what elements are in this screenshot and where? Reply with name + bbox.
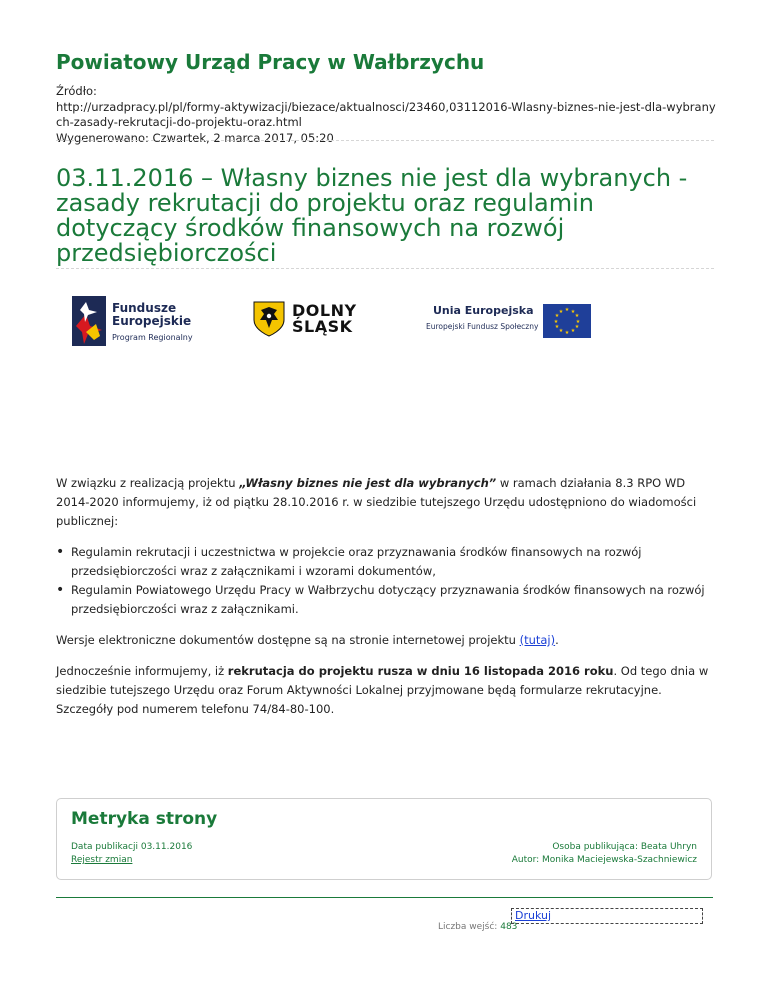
svg-text:★: ★ [554, 324, 560, 330]
source-label: Źródło: [56, 84, 97, 98]
publisher: Osoba publikująca: Beata Uhryn [552, 842, 697, 852]
visit-counter: Liczba wejść: 483 [438, 922, 518, 932]
list-item: • Regulamin Powiatowego Urzędu Pracy w Wałbrzychu dotyczący przyznawania środków finansowych na rozwój przedsiębiorczości wraz z załącznikami. [64, 581, 716, 619]
separator [56, 140, 714, 141]
recruitment-paragraph: Jednocześnie informujemy, iż rekrutacja do projektu rusza w dniu 16 listopada 2016 roku. Od tego dnia w siedzibie tutejszego Urzędu oraz Forum Aktywności Lokalnej przyjmowane będą formularze rekrutacyjne. Szczegóły pod numerem telefonu 74/84-80-100. [56, 664, 709, 716]
publication-date: Data publikacji 03.11.2016 [71, 842, 193, 852]
author: Autor: Monika Maciejewska-Szachniewicz [511, 855, 697, 865]
visit-count: 483 [500, 922, 518, 932]
svg-text:★: ★ [558, 328, 564, 334]
svg-text:★: ★ [575, 319, 581, 325]
intro-paragraph: W związku z realizacją projektu „Własny biznes nie jest dla wybranych” w ramach działania 8.3 RPO WD 2014-2020 informujemy, iż od piątku 28.10.2016 r. w siedzibie tutejszego Urzędu udostępniono do wiadomości publicznej: [56, 476, 697, 528]
page-metrics-box [56, 798, 712, 880]
logos-bar [56, 290, 716, 360]
svg-text:★: ★ [558, 309, 564, 315]
svg-text:★: ★ [564, 307, 570, 313]
list-item: • Regulamin rekrutacji i uczestnictwa w projekcie oraz przyznawania środków finansowych na rozwój przedsiębiorczości wraz z załącznikami i wzorami dokumentów, [64, 543, 716, 581]
page-meta [56, 84, 716, 146]
generated-date: Wygenerowano: Czwartek, 2 marca 2017, 05:20 [56, 130, 334, 145]
fe-line1: Fundusze [112, 301, 177, 315]
fe-flag-icon [72, 296, 106, 346]
svg-text:★: ★ [554, 313, 560, 319]
article-title: 03.11.2016 – Własny biznes nie jest dla wybranych - zasady rekrutacji do projektu oraz regulamin dotyczący środków finansowych na rozwój przedsiębiorczości [56, 164, 688, 268]
separator [56, 268, 714, 269]
dolny-slask-crest-icon [252, 300, 286, 338]
dolny-slask-logo [252, 300, 372, 344]
svg-text:★: ★ [574, 313, 580, 319]
svg-text:★: ★ [553, 319, 559, 325]
article-body [56, 474, 716, 731]
metrics-left [71, 841, 192, 867]
svg-text:★: ★ [570, 328, 576, 334]
change-log-link[interactable]: Rejestr zmian [71, 855, 133, 865]
recruitment-date: rekrutacja do projektu rusza w dniu 16 listopada 2016 roku [227, 664, 614, 678]
unia-europejska-logo [426, 300, 596, 340]
versions-paragraph: Wersje elektroniczne dokumentów dostępne są na stronie internetowej projektu (tutaj). [56, 633, 559, 647]
project-name: „Własny biznes nie jest dla wybranych” [239, 476, 497, 490]
svg-text:★: ★ [564, 330, 570, 336]
svg-text:★: ★ [574, 324, 580, 330]
fe-line2: Europejskie [112, 314, 192, 328]
project-link[interactable]: (tutaj) [519, 633, 556, 647]
source-url: http://urzadpracy.pl/pl/formy-aktywizacji/biezace/aktualnosci/23460,03112016-Wlasny-biznes-nie-jest-dla-wybranych-zasady-rekrutacji-do-projektu-oraz.html [56, 99, 716, 129]
ue-title: Unia Europejska [433, 304, 534, 317]
print-button[interactable]: Drukuj [511, 908, 703, 924]
documents-list [56, 543, 716, 619]
ds-line2: ŚLĄSK [292, 317, 353, 336]
fe-sub: Program Regionalny [112, 333, 193, 342]
footer-rule [56, 897, 713, 898]
eu-flag-icon [543, 304, 591, 338]
svg-text:★: ★ [570, 309, 576, 315]
fundusze-europejskie-logo [72, 296, 202, 346]
ue-sub: Europejski Fundusz Społeczny [426, 322, 539, 331]
metrics-heading: Metryka strony [71, 809, 218, 829]
ds-line1: DOLNY [292, 301, 357, 320]
site-title: Powiatowy Urząd Pracy w Wałbrzychu [56, 50, 485, 74]
metrics-right [512, 841, 697, 867]
